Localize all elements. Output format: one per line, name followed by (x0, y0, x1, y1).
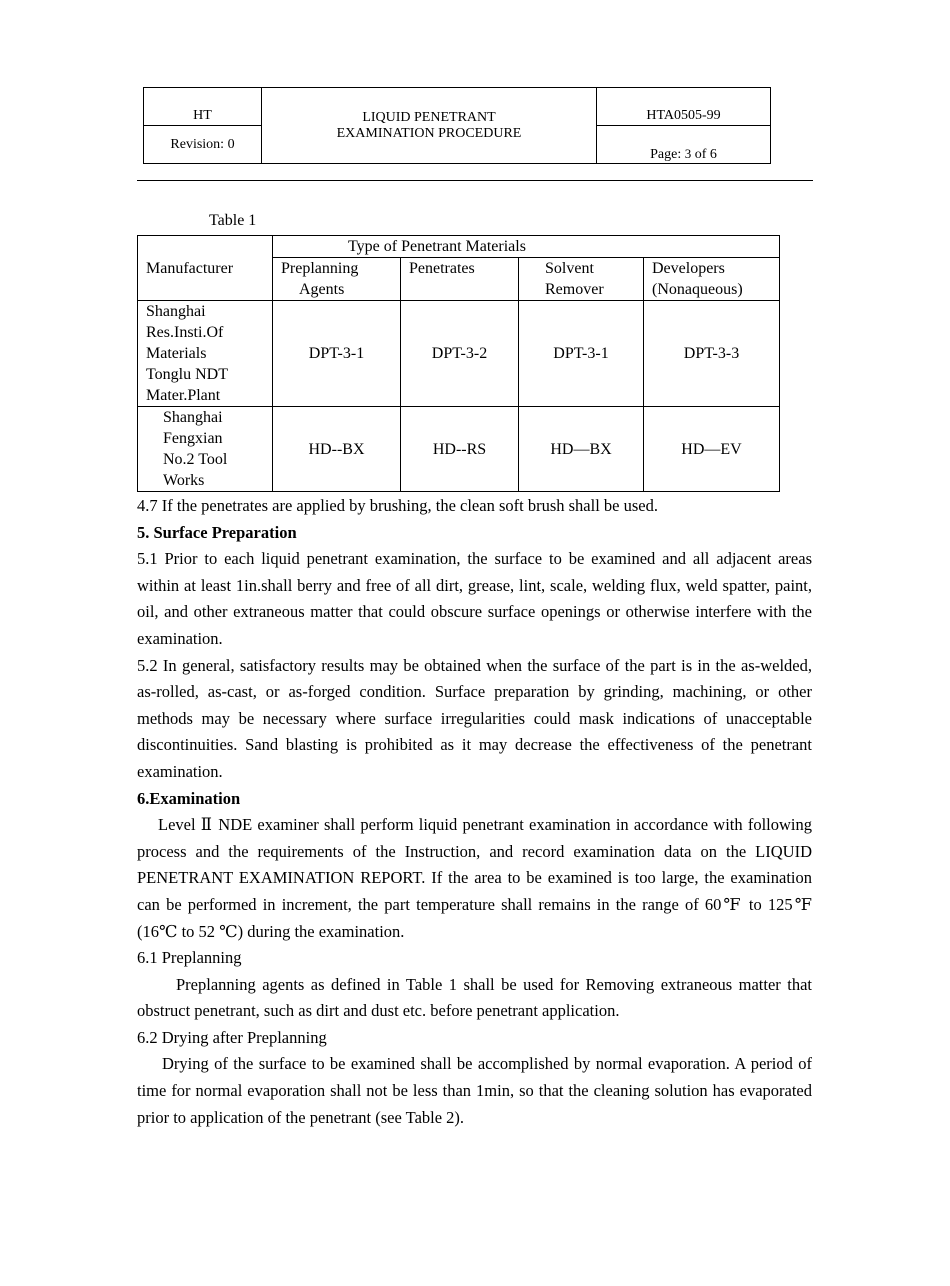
page-suffix: of 6 (691, 147, 717, 162)
header-rule (137, 180, 813, 181)
solvent-remover-value: HD—BX (519, 407, 644, 492)
preplanning-agent-value: HD--BX (273, 407, 401, 492)
manufacturer-line: Res.Insti.Of (146, 324, 224, 341)
revision-label: Revision: 0 (144, 126, 262, 164)
paragraph-5-1: 5.1 Prior to each liquid penetrant examination, the surface to be examined and all adjacent areas within at least 1in.shall berry and free of all dirt, grease, lint, scale, welding flux, weld spatter, paint, oil, and other extraneous matter that could obscure surface openings or otherwise interfere with the examination. (137, 549, 812, 648)
table-caption: Table 1 (209, 212, 257, 229)
col-solvent-line-1: Solvent (545, 260, 594, 277)
manufacturer-cell (138, 301, 273, 407)
paragraph-6-2: Drying of the surface to be examined shall be accomplished by normal evaporation. A period of time for normal evaporation shall not be less than 1min, so that the cleaning solution has evaporated prior to application of the penetrant (see Table 2). (137, 1054, 812, 1127)
col-preplanning-agents (273, 258, 401, 301)
penetrant-materials-table (137, 235, 780, 492)
manufacturer-line: Materials (146, 345, 207, 362)
company-code: HT (144, 88, 262, 126)
document-title (262, 88, 597, 164)
manufacturer-line: Shanghai (146, 303, 206, 320)
procedure-body (137, 493, 812, 1131)
document-header (143, 87, 771, 164)
developer-value: HD—EV (644, 407, 780, 492)
col-penetrates: Penetrates (401, 258, 519, 301)
col-developers (644, 258, 780, 301)
col-solvent-remover (519, 258, 644, 301)
penetrant-value: DPT-3-2 (401, 301, 519, 407)
manufacturer-header: Manufacturer (138, 236, 273, 301)
materials-group-header: Type of Penetrant Materials (273, 236, 780, 258)
page-number: 3 (684, 146, 692, 161)
penetrant-value: HD--RS (401, 407, 519, 492)
manufacturer-cell (138, 407, 273, 492)
page-prefix: Page: (650, 147, 685, 162)
developer-value: DPT-3-3 (644, 301, 780, 407)
paragraph-6-1: Preplanning agents as defined in Table 1 shall be used for Removing extraneous matter that obstruct penetrant, such as dirt and dust etc. before penetrant application. (137, 974, 812, 1021)
section-5-heading-text: 5. Surface Preparation (137, 522, 297, 542)
page-indicator (597, 126, 771, 164)
manufacturer-line: Fengxian (163, 430, 223, 447)
section-5-heading (137, 520, 812, 547)
preplanning-agent-value: DPT-3-1 (273, 301, 401, 407)
document-title-line-2: EXAMINATION PROCEDURE (336, 125, 522, 141)
table-row (138, 407, 780, 492)
paragraph-5-2: 5.2 In general, satisfactory results may be obtained when the surface of the part is in the as-welded, as-rolled, as-cast, or as-forged condition. Surface preparation by grinding, machining, or other methods may be necessary where surface irregularities could mask indications of unacceptable discontinuities. Sand blasting is prohibited as it may decrease the effectiveness of the penetrant examination. (137, 655, 812, 781)
solvent-remover-value: DPT-3-1 (519, 301, 644, 407)
paragraph-6: Level Ⅱ NDE examiner shall perform liquid penetrant examination in accordance with following process and the requirements of the Instruction, and record examination data on the LIQUID PENETRANT EXAMINATION REPORT. If the area to be examined is too large, the examination can be performed in increment, the part temperature shall remains in the range of 60℉ to 125℉ (16℃ to 52 ℃) during the examination. (137, 815, 812, 941)
col-solvent-line-2: Remover (545, 281, 604, 298)
document-title-line-1: LIQUID PENETRANT (362, 109, 496, 125)
manufacturer-line: Tonglu NDT (146, 366, 228, 383)
manufacturer-line: Works (163, 472, 205, 489)
col-developers-line-1: Developers (652, 260, 725, 277)
manufacturer-line: No.2 Tool (163, 451, 228, 468)
section-6-heading (137, 786, 812, 813)
col-preplanning-line-1: Preplanning (281, 260, 359, 277)
subsection-6-1-heading: 6.1 Preplanning (137, 948, 242, 968)
manufacturer-line: Shanghai (163, 409, 223, 426)
section-6-heading-text: 6.Examination (137, 788, 241, 808)
manufacturer-line: Mater.Plant (146, 387, 221, 404)
col-developers-line-2: (Nonaqueous) (652, 281, 743, 298)
table-row (138, 301, 780, 407)
subsection-6-2-heading: 6.2 Drying after Preplanning (137, 1027, 327, 1047)
document-number: HTA0505-99 (597, 88, 771, 126)
paragraph-4-7: 4.7 If the penetrates are applied by brushing, the clean soft brush shall be used. (137, 496, 658, 515)
col-preplanning-line-2: Agents (299, 281, 345, 298)
